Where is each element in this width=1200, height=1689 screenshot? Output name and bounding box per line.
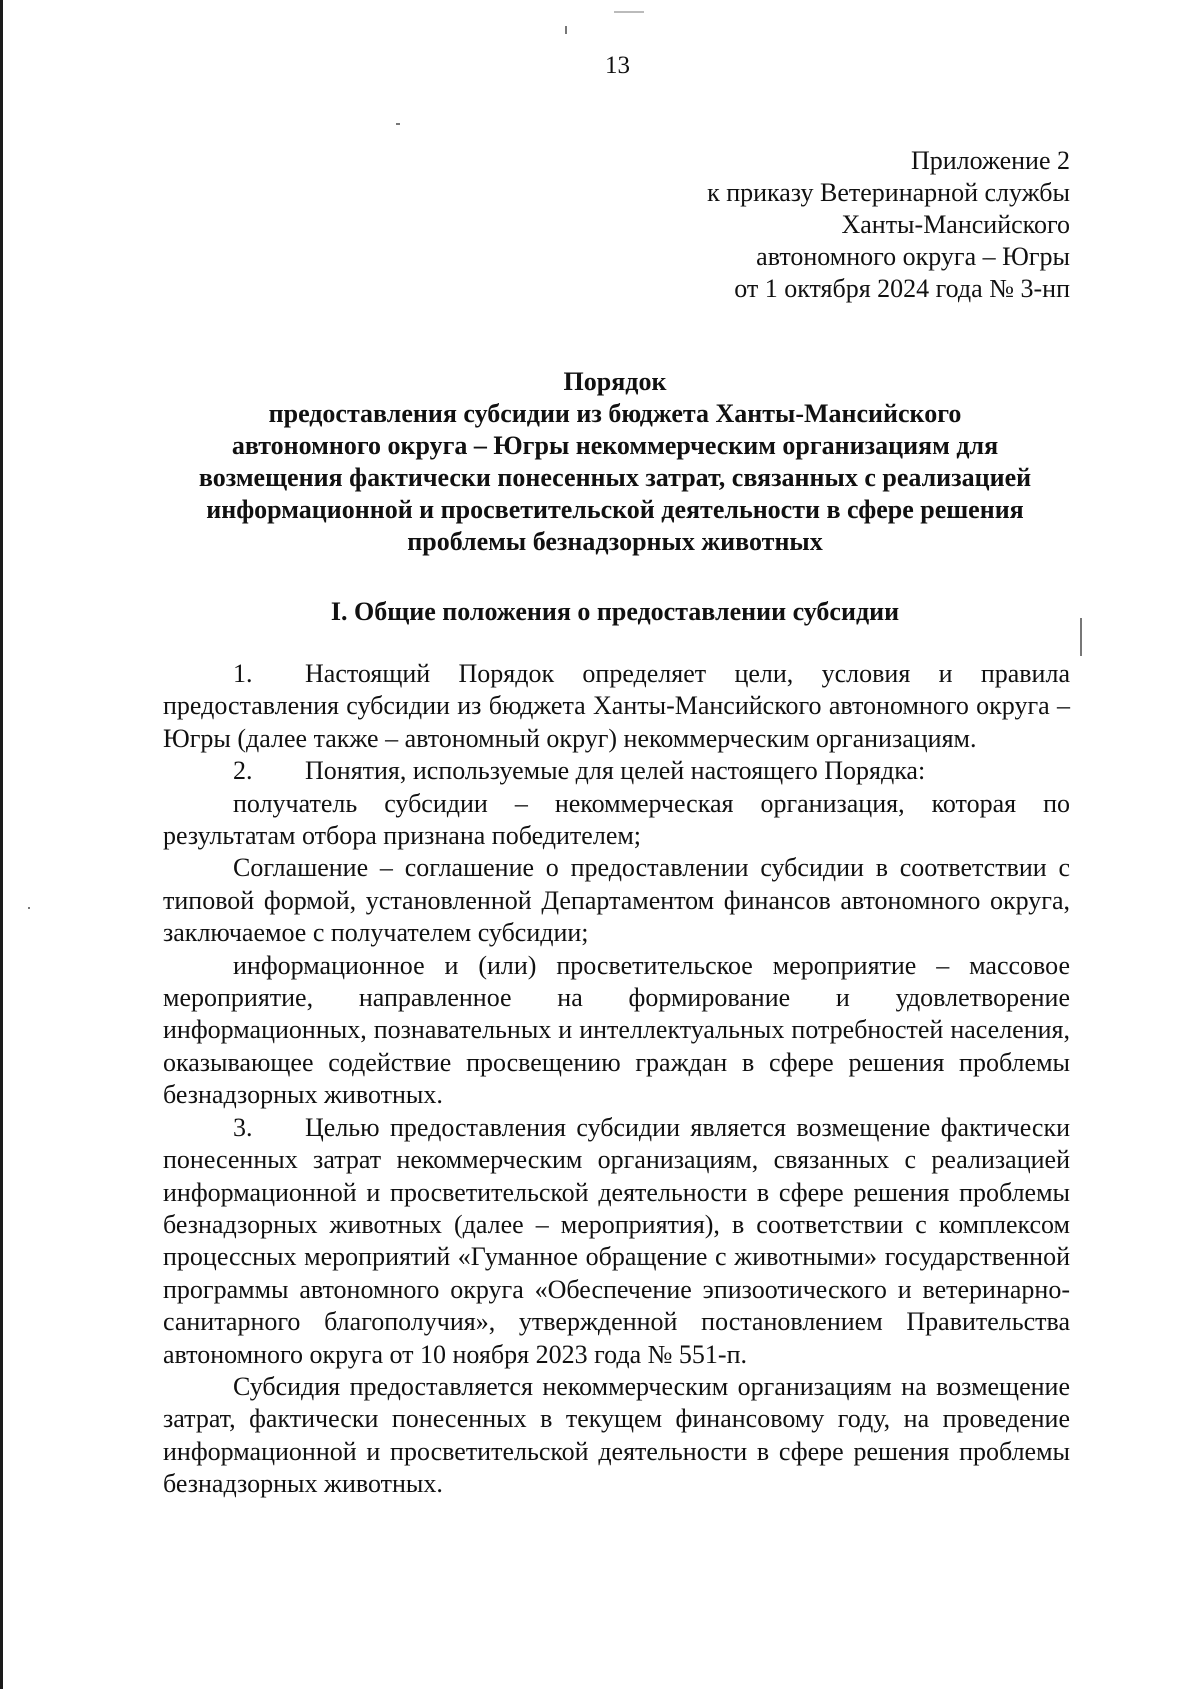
title-line: информационной и просветительской деятельности в сфере решения: [206, 495, 1024, 524]
paragraph-text: Настоящий Порядок определяет цели, условия и правила предоставления субсидии из бюджета Ханты-Мансийского автономного округа – Югры (далее также – автономный округ) некоммерческим организациям.: [163, 659, 1070, 753]
scan-artifact: [1080, 618, 1082, 656]
appendix-line: от 1 октября 2024 года № 3-нп: [734, 274, 1070, 303]
item-number: 1.: [233, 659, 253, 688]
paragraph-5: информационное и (или) просветительское мероприятие – массовое мероприятие, направленное на формирование и удовлетворение информационных, познавательных и интеллектуальных потребностей населения, оказывающее содействие просвещению граждан в сфере решения проблемы безнадзорных животных.: [163, 950, 1070, 1110]
paragraph-7: Субсидия предоставляется некоммерческим организациям на возмещение затрат, фактически понесенных в текущем финансовому году, на проведение информационной и просветительской деятельности в сфере решения проблемы безнадзорных животных.: [163, 1371, 1070, 1499]
section-heading: I. Общие положения о предоставлении субсидии: [330, 597, 900, 626]
title-line: автономного округа – Югры некоммерческим организациям для: [231, 431, 999, 460]
scan-artifact: [396, 123, 400, 125]
appendix-line: к приказу Ветеринарной службы: [707, 178, 1070, 207]
item-number: 3.: [233, 1112, 253, 1142]
paragraph-3: получатель субсидии – некоммерческая организация, которая по результатам отбора признана победителем;: [163, 788, 1070, 851]
paragraph-2: [163, 755, 1070, 787]
title-line: предоставления субсидии из бюджета Ханты-Мансийского: [268, 399, 962, 428]
document-body: [163, 658, 1070, 1501]
document-title: [160, 366, 1070, 558]
paragraph-text: Понятия, используемые для целей настоящего Порядка:: [305, 756, 926, 786]
paragraph-text: Целью предоставления субсидии является возмещение фактически понесенных затрат некоммерческим организациям, связанных с реализацией информационной и просветительской деятельности в сфере решения проблемы безнадзорных животных (далее – мероприятия), в соответствии с комплексом процессных мероприятий «Гуманное обращение с животными» государственной программы автономного округа «Обеспечение эпизоотического и ветеринарно-санитарного благополучия», утвержденной постановлением Правительства автономного округа от 10 ноября 2023 года № 551-п.: [163, 1112, 1070, 1369]
appendix-line: Ханты-Мансийского: [841, 210, 1070, 239]
paragraph-6: [163, 1112, 1070, 1371]
page-border: [0, 0, 3, 1689]
appendix-line: Приложение 2: [910, 146, 1070, 175]
scan-artifact: [565, 26, 567, 34]
item-number: 2.: [233, 756, 253, 786]
paragraph-1: [163, 658, 1070, 755]
scan-artifact: [614, 11, 644, 13]
appendix-header: [707, 145, 1070, 305]
title-line: проблемы безнадзорных животных: [407, 527, 823, 556]
scan-artifact: [28, 907, 30, 909]
page-number: 13: [605, 52, 630, 79]
title-line: возмещения фактически понесенных затрат, связанных с реализацией: [198, 463, 1032, 492]
title-line: Порядок: [563, 367, 667, 396]
paragraph-4: Соглашение – соглашение о предоставлении субсидии в соответствии с типовой формой, установленной Департаментом финансов автономного округа, заключаемое с получателем субсидии;: [163, 853, 1070, 948]
appendix-line: автономного округа – Югры: [756, 242, 1070, 271]
